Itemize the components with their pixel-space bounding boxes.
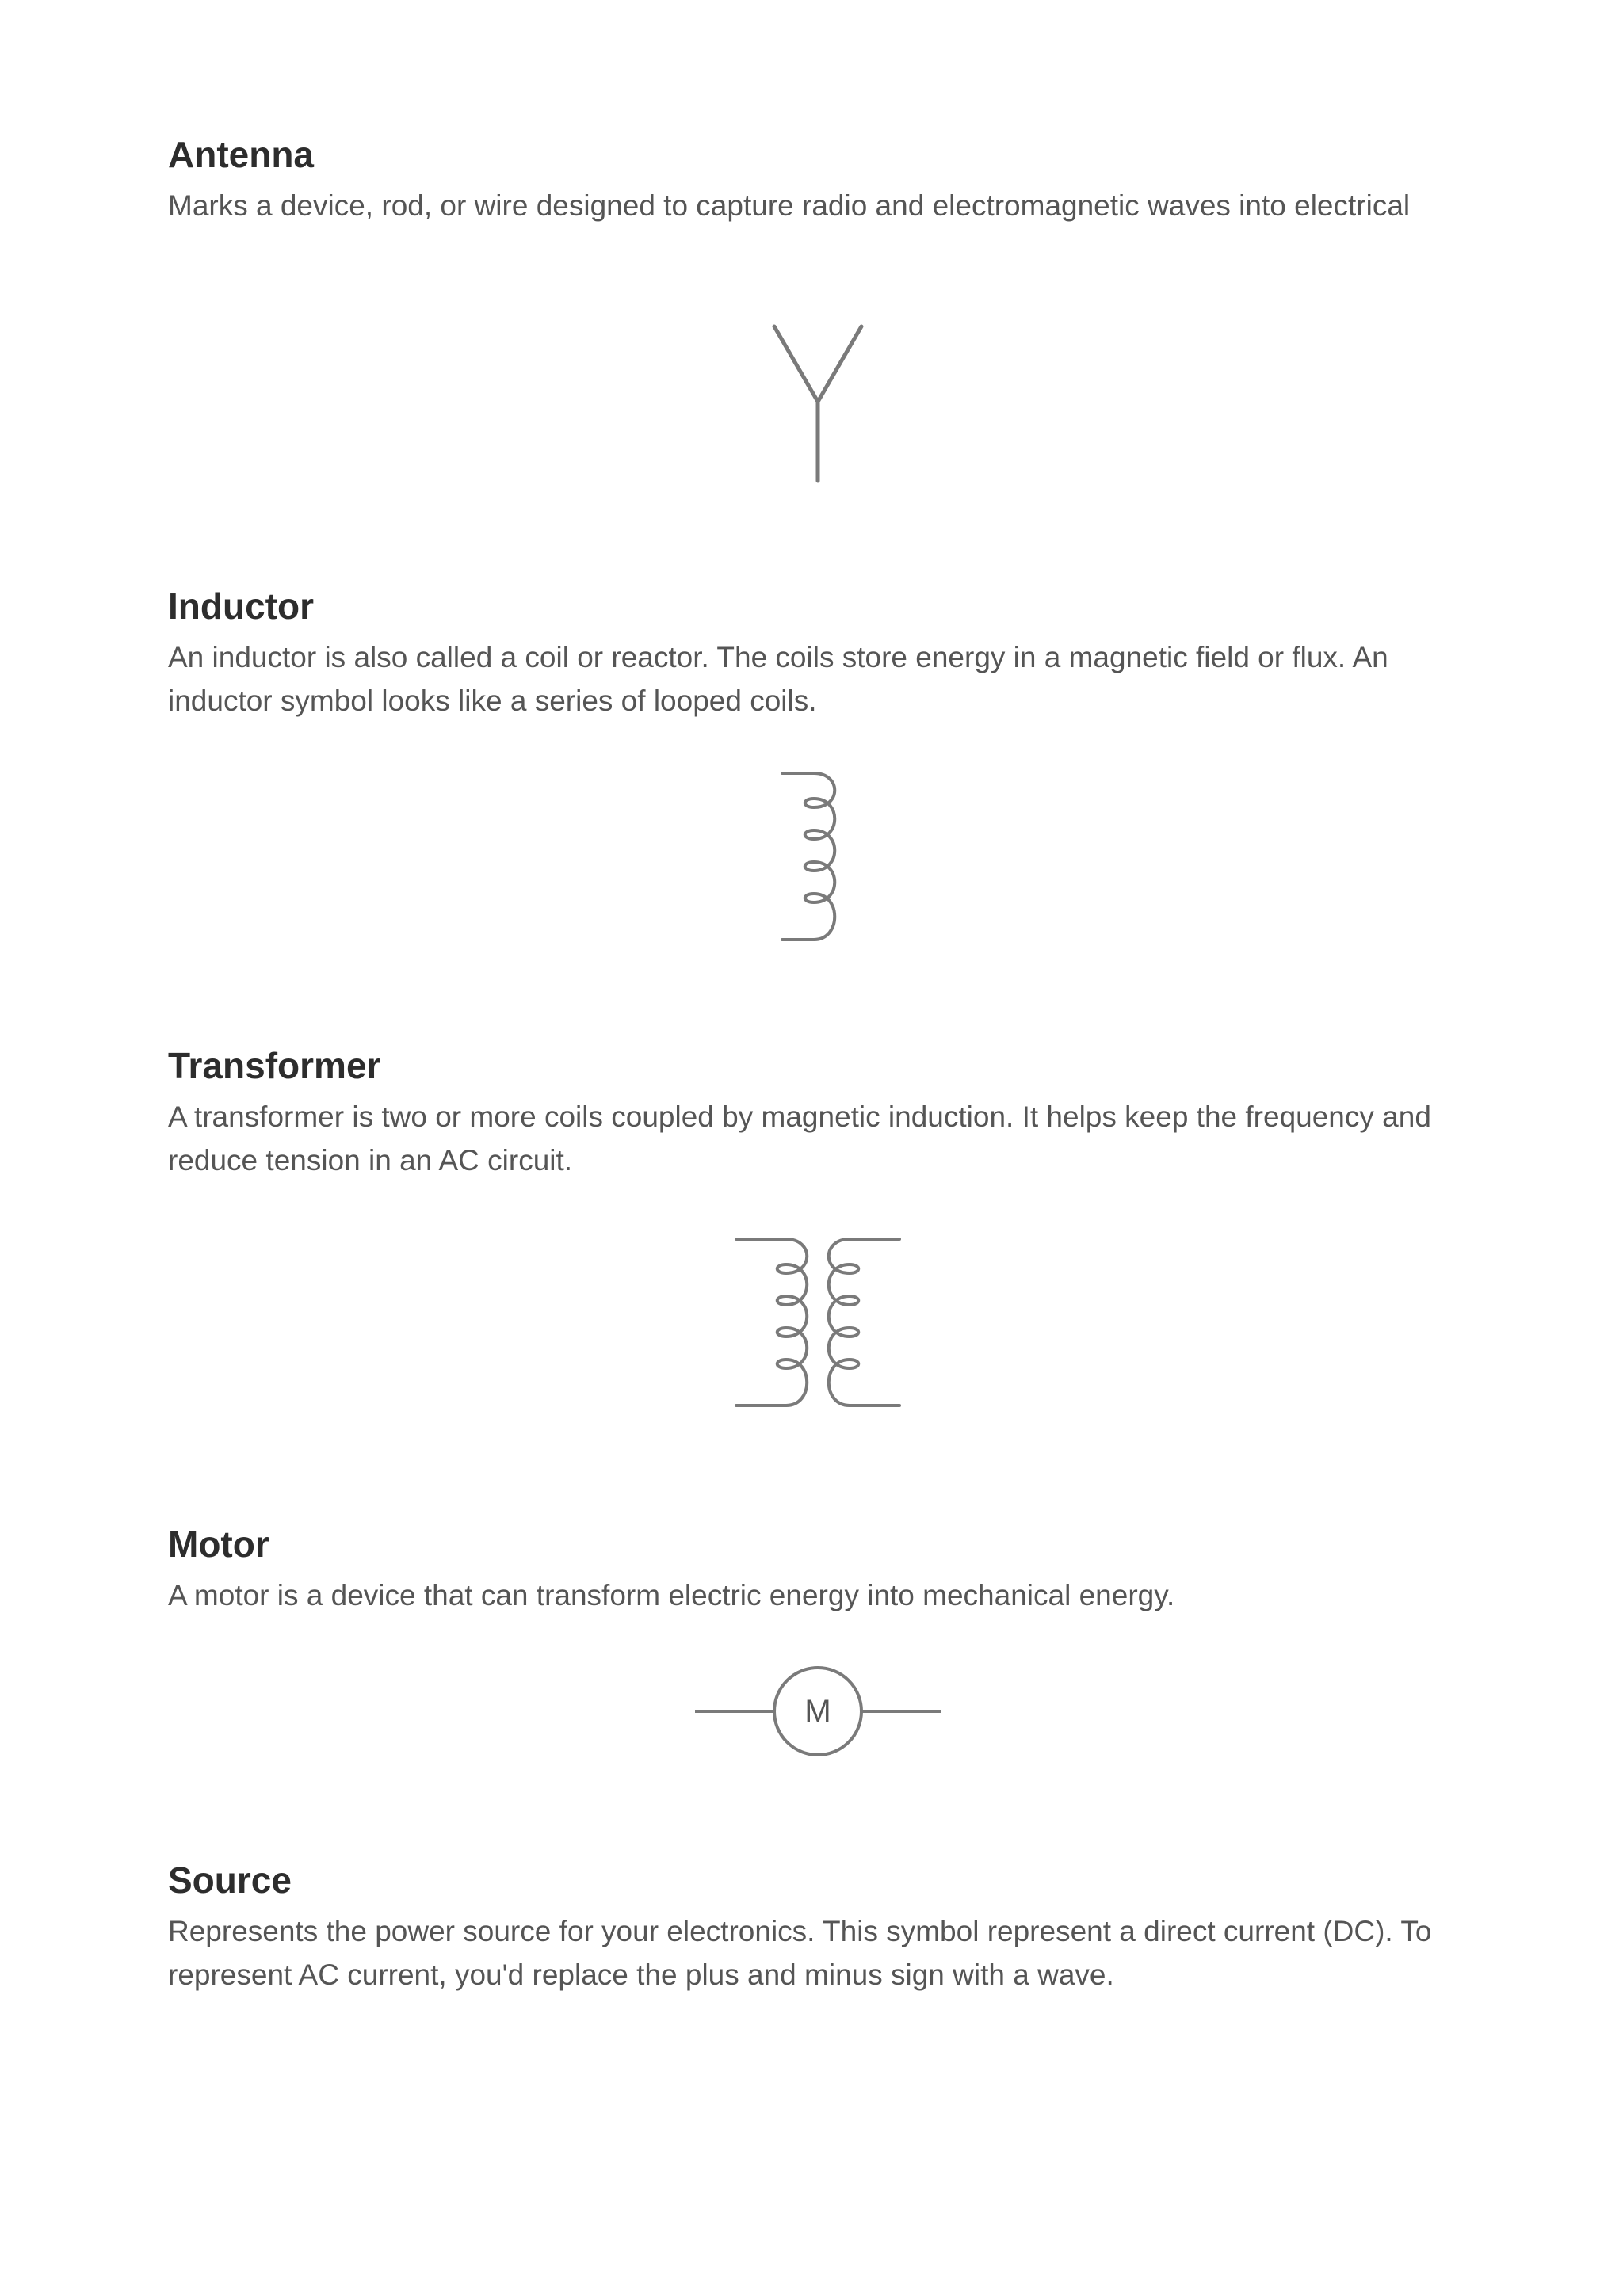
section-title: Transformer (168, 1045, 381, 1086)
section-description: An inductor is also called a coil or reactor. The coils store energy in a magnetic field or flux. An inductor symbol looks like a series of looped coils. (168, 641, 1388, 717)
section-title: Antenna (168, 134, 314, 175)
section-description: Represents the power source for your electronics. This symbol represent a direct current (DC). To represent AC current, you'd replace the plus and minus sign with a wave. (168, 1915, 1432, 1991)
section-transformer (168, 1045, 1468, 1177)
section-motor (168, 1524, 1468, 1729)
section-title: Motor (168, 1524, 269, 1565)
antenna-symbol-icon (770, 326, 865, 485)
section-description: Marks a device, rod, or wire designed to capture radio and electromagnetic waves into electrical (168, 189, 1411, 222)
section-source (168, 1859, 1468, 1991)
section-title: Source (168, 1859, 292, 1901)
section-title: Inductor (168, 585, 314, 627)
transformer-symbol-icon (735, 1238, 901, 1412)
motor-symbol-label: M (804, 1694, 831, 1729)
motor-symbol-icon (695, 1664, 941, 1759)
section-description: A motor is a device that can transform electric energy into mechanical energy. (168, 1579, 1175, 1611)
inductor-symbol-icon (782, 772, 854, 946)
section-description: A transformer is two or more coils coupled by magnetic induction. It helps keep the frequency and reduce tension in an AC circuit. (168, 1100, 1431, 1177)
section-antenna (168, 134, 1468, 222)
section-inductor (168, 585, 1468, 717)
